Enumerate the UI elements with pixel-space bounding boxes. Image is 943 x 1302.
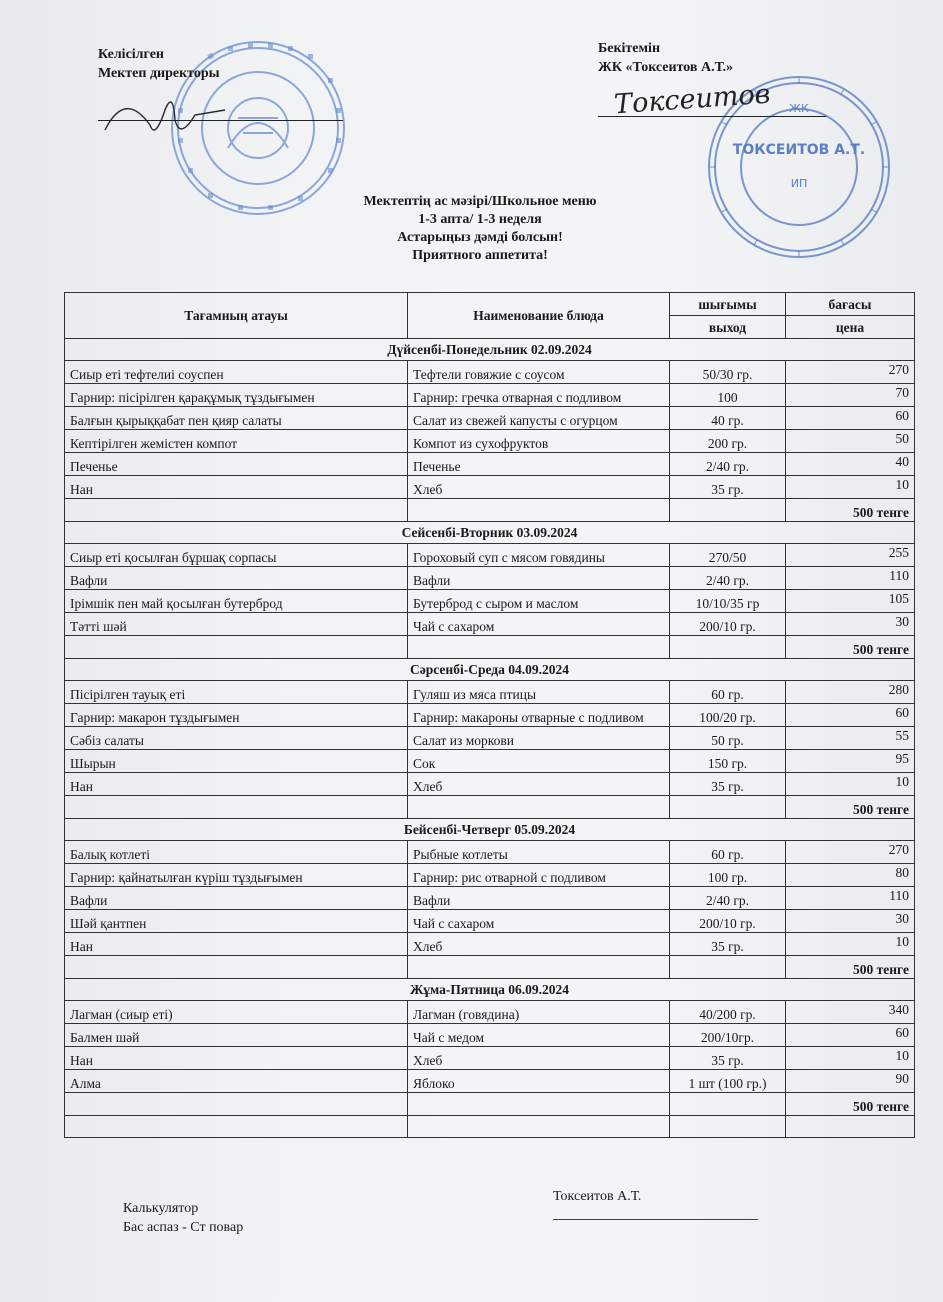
dish-output: 200/10 гр. (670, 910, 786, 933)
table-row (65, 681, 915, 704)
empty-cell (670, 1116, 786, 1138)
dish-price: 95 (786, 750, 915, 773)
dish-price: 270 (786, 841, 915, 864)
empty-row (65, 1116, 915, 1138)
table-row (65, 910, 915, 933)
table-row (65, 727, 915, 750)
dish-price: 280 (786, 681, 915, 704)
table-row (65, 750, 915, 773)
day-header-row (65, 659, 915, 681)
dish-name-ru: Гуляш из мяса птицы (408, 681, 670, 704)
dish-price: 255 (786, 544, 915, 567)
table-row (65, 453, 915, 476)
dish-output: 35 гр. (670, 773, 786, 796)
dish-price: 10 (786, 1047, 915, 1070)
dish-name-kz: Ірімшік пен май қосылған бутерброд (65, 590, 408, 613)
dish-price: 50 (786, 430, 915, 453)
dish-name-ru: Рыбные котлеты (408, 841, 670, 864)
day-total-row (65, 499, 915, 522)
dish-name-kz: Вафли (65, 567, 408, 590)
col-header-ru: Наименование блюда (408, 293, 670, 339)
total-empty-cell (670, 499, 786, 522)
dish-price: 60 (786, 704, 915, 727)
day-total-row (65, 636, 915, 659)
total-empty-cell (65, 796, 408, 819)
dish-name-ru: Салат из моркови (408, 727, 670, 750)
dish-name-kz: Балмен шәй (65, 1024, 408, 1047)
director-signature (95, 80, 235, 150)
table-row (65, 384, 915, 407)
dish-name-kz: Печенье (65, 453, 408, 476)
day-total: 500 тенге (786, 956, 915, 979)
dish-output: 50 гр. (670, 727, 786, 750)
dish-name-kz: Сиыр еті қосылған бұршақ сорпасы (65, 544, 408, 567)
header-right-line1: Бекітемін (598, 41, 661, 56)
title-line1: Мектептің ас мәзірі/Школьное меню (363, 194, 597, 209)
dish-name-kz: Шәй қантпен (65, 910, 408, 933)
dish-name-kz: Нан (65, 773, 408, 796)
dish-name-ru: Чай с сахаром (408, 613, 670, 636)
right-signature-line (598, 116, 826, 117)
dish-name-ru: Гарнир: макароны отварные с подливом (408, 704, 670, 727)
dish-name-ru: Хлеб (408, 933, 670, 956)
dish-name-ru: Печенье (408, 453, 670, 476)
col-header-output-ru: выход (670, 316, 786, 339)
dish-price: 10 (786, 773, 915, 796)
dish-price: 55 (786, 727, 915, 750)
day-header-row (65, 522, 915, 544)
dish-name-kz: Сәбіз салаты (65, 727, 408, 750)
day-title: Сейсенбі-Вторник 03.09.2024 (65, 522, 915, 544)
dish-output: 50/30 гр. (670, 361, 786, 384)
total-empty-cell (65, 499, 408, 522)
table-row (65, 407, 915, 430)
page-title (300, 193, 660, 265)
left-signature-line (98, 120, 343, 121)
header-left (98, 45, 220, 83)
dish-output: 270/50 (670, 544, 786, 567)
empty-cell (408, 1116, 670, 1138)
dish-output: 60 гр. (670, 841, 786, 864)
table-row (65, 1001, 915, 1024)
day-header-row (65, 819, 915, 841)
dish-name-kz: Пісірілген тауық еті (65, 681, 408, 704)
dish-price: 10 (786, 933, 915, 956)
col-header-kz: Тағамның атауы (65, 293, 408, 339)
dish-name-kz: Гарнир: макарон тұздығымен (65, 704, 408, 727)
day-total: 500 тенге (786, 1093, 915, 1116)
footer-right (553, 1187, 641, 1206)
day-title: Дүйсенбі-Понедельник 02.09.2024 (65, 339, 915, 361)
dish-output: 2/40 гр. (670, 453, 786, 476)
day-title: Сәрсенбі-Среда 04.09.2024 (65, 659, 915, 681)
table-row (65, 567, 915, 590)
menu-table (64, 292, 915, 1138)
dish-name-kz: Гарнир: пісірілген қарақұмық тұздығымен (65, 384, 408, 407)
dish-price: 110 (786, 567, 915, 590)
empty-cell (786, 1116, 915, 1138)
total-empty-cell (670, 956, 786, 979)
dish-name-ru: Хлеб (408, 1047, 670, 1070)
col-header-price-ru: цена (786, 316, 915, 339)
title-line4: Приятного аппетита! (412, 248, 548, 263)
ip-seal-bottom-text: ИП (790, 177, 808, 190)
dish-name-ru: Вафли (408, 887, 670, 910)
table-row (65, 1024, 915, 1047)
table-row (65, 1070, 915, 1093)
dish-output: 35 гр. (670, 1047, 786, 1070)
dish-name-kz: Нан (65, 1047, 408, 1070)
total-empty-cell (408, 796, 670, 819)
dish-output: 40/200 гр. (670, 1001, 786, 1024)
col-header-output-kz: шығымы (670, 293, 786, 316)
total-empty-cell (670, 1093, 786, 1116)
footer-calculator: Калькулятор (123, 1201, 199, 1216)
dish-price: 90 (786, 1070, 915, 1093)
dish-name-kz: Балық котлеті (65, 841, 408, 864)
footer-name: Токсеитов А.Т. (553, 1189, 642, 1204)
dish-name-ru: Гарнир: рис отварной с подливом (408, 864, 670, 887)
dish-name-ru: Лагман (говядина) (408, 1001, 670, 1024)
dish-name-kz: Вафли (65, 887, 408, 910)
dish-output: 200/10гр. (670, 1024, 786, 1047)
dish-output: 10/10/35 гр (670, 590, 786, 613)
total-empty-cell (408, 499, 670, 522)
dish-price: 60 (786, 407, 915, 430)
dish-price: 30 (786, 910, 915, 933)
dish-output: 2/40 гр. (670, 567, 786, 590)
dish-name-ru: Хлеб (408, 476, 670, 499)
dish-name-ru: Салат из свежей капусты с огурцом (408, 407, 670, 430)
total-empty-cell (408, 1093, 670, 1116)
day-title: Бейсенбі-Четверг 05.09.2024 (65, 819, 915, 841)
dish-name-ru: Бутерброд с сыром и маслом (408, 590, 670, 613)
day-header-row (65, 979, 915, 1001)
dish-name-ru: Чай с сахаром (408, 910, 670, 933)
header-right (598, 39, 733, 77)
dish-output: 60 гр. (670, 681, 786, 704)
dish-name-kz: Лагман (сиыр еті) (65, 1001, 408, 1024)
dish-price: 70 (786, 384, 915, 407)
table-row (65, 590, 915, 613)
ip-seal-top-text: ЖК (789, 102, 809, 115)
dish-price: 105 (786, 590, 915, 613)
dish-output: 35 гр. (670, 933, 786, 956)
dish-price: 80 (786, 864, 915, 887)
dish-output: 1 шт (100 гр.) (670, 1070, 786, 1093)
total-empty-cell (65, 956, 408, 979)
dish-output: 40 гр. (670, 407, 786, 430)
dish-price: 10 (786, 476, 915, 499)
approver-signature: Токсеитов (613, 78, 772, 121)
dish-output: 35 гр. (670, 476, 786, 499)
total-empty-cell (65, 636, 408, 659)
dish-name-ru: Вафли (408, 567, 670, 590)
dish-name-kz: Балғын қырыққабат пен қияр салаты (65, 407, 408, 430)
table-row (65, 887, 915, 910)
day-total-row (65, 1093, 915, 1116)
dish-name-kz: Гарнир: қайнатылған күріш тұздығымен (65, 864, 408, 887)
table-row (65, 476, 915, 499)
dish-name-kz: Алма (65, 1070, 408, 1093)
dish-output: 200 гр. (670, 430, 786, 453)
table-row (65, 773, 915, 796)
dish-output: 200/10 гр. (670, 613, 786, 636)
title-line2: 1-3 апта/ 1-3 неделя (418, 212, 542, 227)
table-row (65, 864, 915, 887)
table-row (65, 704, 915, 727)
dish-output: 100 гр. (670, 864, 786, 887)
day-title: Жұма-Пятница 06.09.2024 (65, 979, 915, 1001)
dish-output: 100 (670, 384, 786, 407)
footer-left (123, 1199, 243, 1237)
total-empty-cell (65, 1093, 408, 1116)
total-empty-cell (408, 636, 670, 659)
col-header-price-kz: бағасы (786, 293, 915, 316)
dish-name-ru: Сок (408, 750, 670, 773)
table-row (65, 361, 915, 384)
table-row (65, 933, 915, 956)
dish-price: 60 (786, 1024, 915, 1047)
header-left-line2: Мектеп директоры (98, 66, 220, 81)
table-row (65, 1047, 915, 1070)
day-header-row (65, 339, 915, 361)
table-row (65, 544, 915, 567)
day-total: 500 тенге (786, 499, 915, 522)
dish-price: 30 (786, 613, 915, 636)
total-empty-cell (670, 636, 786, 659)
dish-price: 40 (786, 453, 915, 476)
title-line3: Астарыңыз дәмді болсын! (397, 230, 563, 245)
table-row (65, 841, 915, 864)
dish-name-ru: Компот из сухофруктов (408, 430, 670, 453)
day-total-row (65, 956, 915, 979)
day-total: 500 тенге (786, 636, 915, 659)
dish-price: 110 (786, 887, 915, 910)
header-left-line1: Келісілген (98, 47, 164, 62)
dish-name-kz: Кептірілген жемістен компот (65, 430, 408, 453)
dish-output: 2/40 гр. (670, 887, 786, 910)
dish-output: 100/20 гр. (670, 704, 786, 727)
footer-signature-line (553, 1219, 758, 1220)
total-empty-cell (670, 796, 786, 819)
dish-name-ru: Гороховый суп с мясом говядины (408, 544, 670, 567)
dish-name-kz: Сиыр еті тефтелиі соуспен (65, 361, 408, 384)
day-total: 500 тенге (786, 796, 915, 819)
total-empty-cell (408, 956, 670, 979)
dish-output: 150 гр. (670, 750, 786, 773)
empty-cell (65, 1116, 408, 1138)
dish-price: 340 (786, 1001, 915, 1024)
table-row (65, 430, 915, 453)
footer-chef: Бас аспаз - Ст повар (123, 1220, 244, 1235)
day-total-row (65, 796, 915, 819)
header-right-line2: ЖК «Токсеитов А.Т.» (598, 60, 734, 75)
ip-seal-name: ТОКСЕИТОВ А.Т. (732, 142, 866, 158)
dish-name-kz: Шырын (65, 750, 408, 773)
dish-name-kz: Нан (65, 933, 408, 956)
dish-name-ru: Гарнир: гречка отварная с подливом (408, 384, 670, 407)
dish-name-ru: Чай с медом (408, 1024, 670, 1047)
dish-price: 270 (786, 361, 915, 384)
dish-name-kz: Тәтті шәй (65, 613, 408, 636)
dish-name-ru: Тефтели говяжие с соусом (408, 361, 670, 384)
dish-name-ru: Хлеб (408, 773, 670, 796)
table-row (65, 613, 915, 636)
dish-name-ru: Яблоко (408, 1070, 670, 1093)
dish-name-kz: Нан (65, 476, 408, 499)
